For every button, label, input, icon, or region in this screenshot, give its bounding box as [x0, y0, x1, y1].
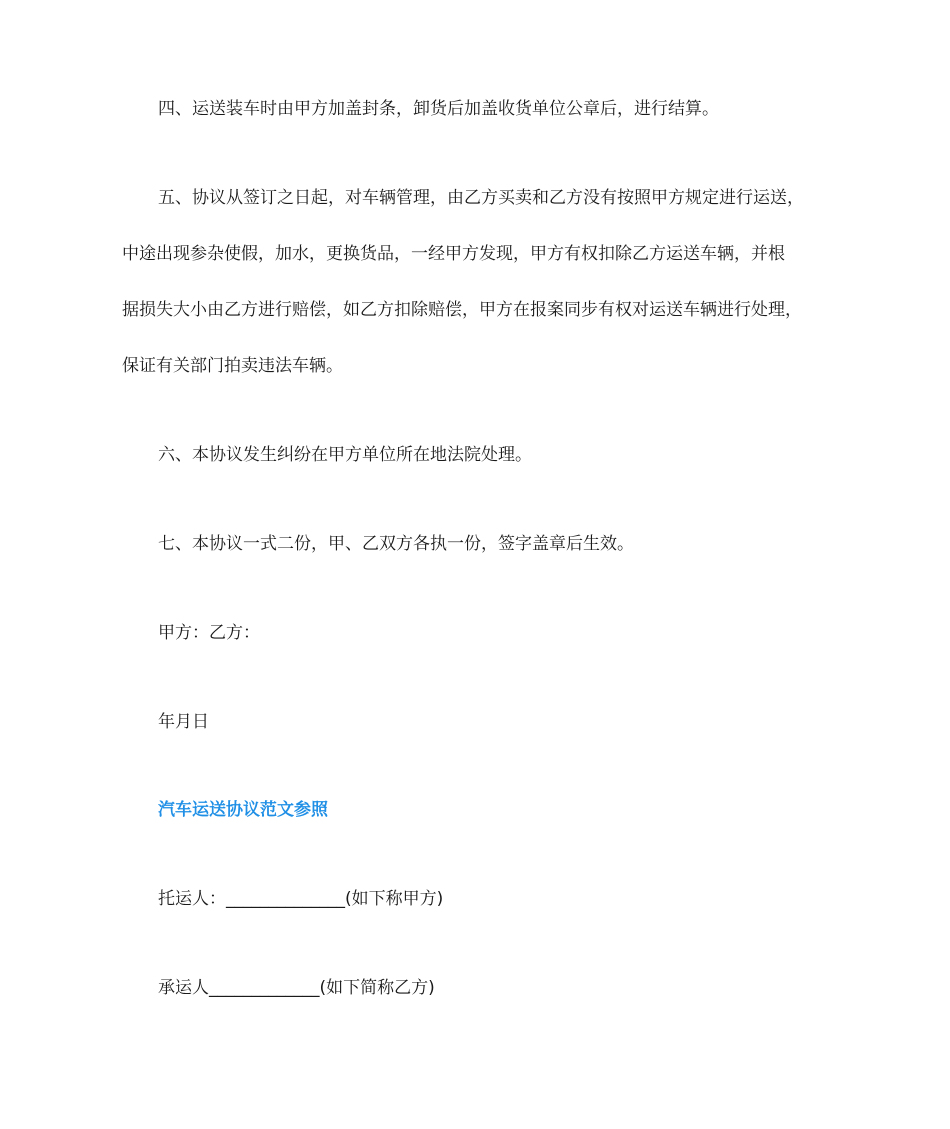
clause-5-line-1: 五、协议从签订之日起，对车辆管理，由乙方买卖和乙方没有按照甲方规定进行运送， [158, 188, 804, 208]
clause-4: 四、运送装车时由甲方加盖封条，卸货后加盖收货单位公章后，进行结算。 [158, 99, 719, 119]
date-line: 年月日 [158, 712, 209, 732]
parties-signature-line: 甲方：乙方： [158, 623, 260, 643]
carrier-line: 承运人_____________(如下简称乙方) [158, 978, 435, 998]
consignor-line: 托运人：______________(如下称甲方) [158, 889, 444, 909]
clause-5-line-2: 中途出现参杂使假，加水，更换货品，一经甲方发现，甲方有权扣除乙方运送车辆，并根 [122, 244, 785, 264]
clause-5-line-3: 据损失大小由乙方进行赔偿，如乙方扣除赔偿，甲方在报案同步有权对运送车辆进行处理， [122, 300, 802, 320]
clause-5-line-4: 保证有关部门拍卖违法车辆。 [122, 356, 343, 376]
clause-6: 六、本协议发生纠纷在甲方单位所在地法院处理。 [158, 445, 532, 465]
clause-7: 七、本协议一式二份，甲、乙双方各执一份，签字盖章后生效。 [158, 534, 634, 554]
section-heading[interactable]: 汽车运送协议范文参照 [158, 800, 328, 820]
